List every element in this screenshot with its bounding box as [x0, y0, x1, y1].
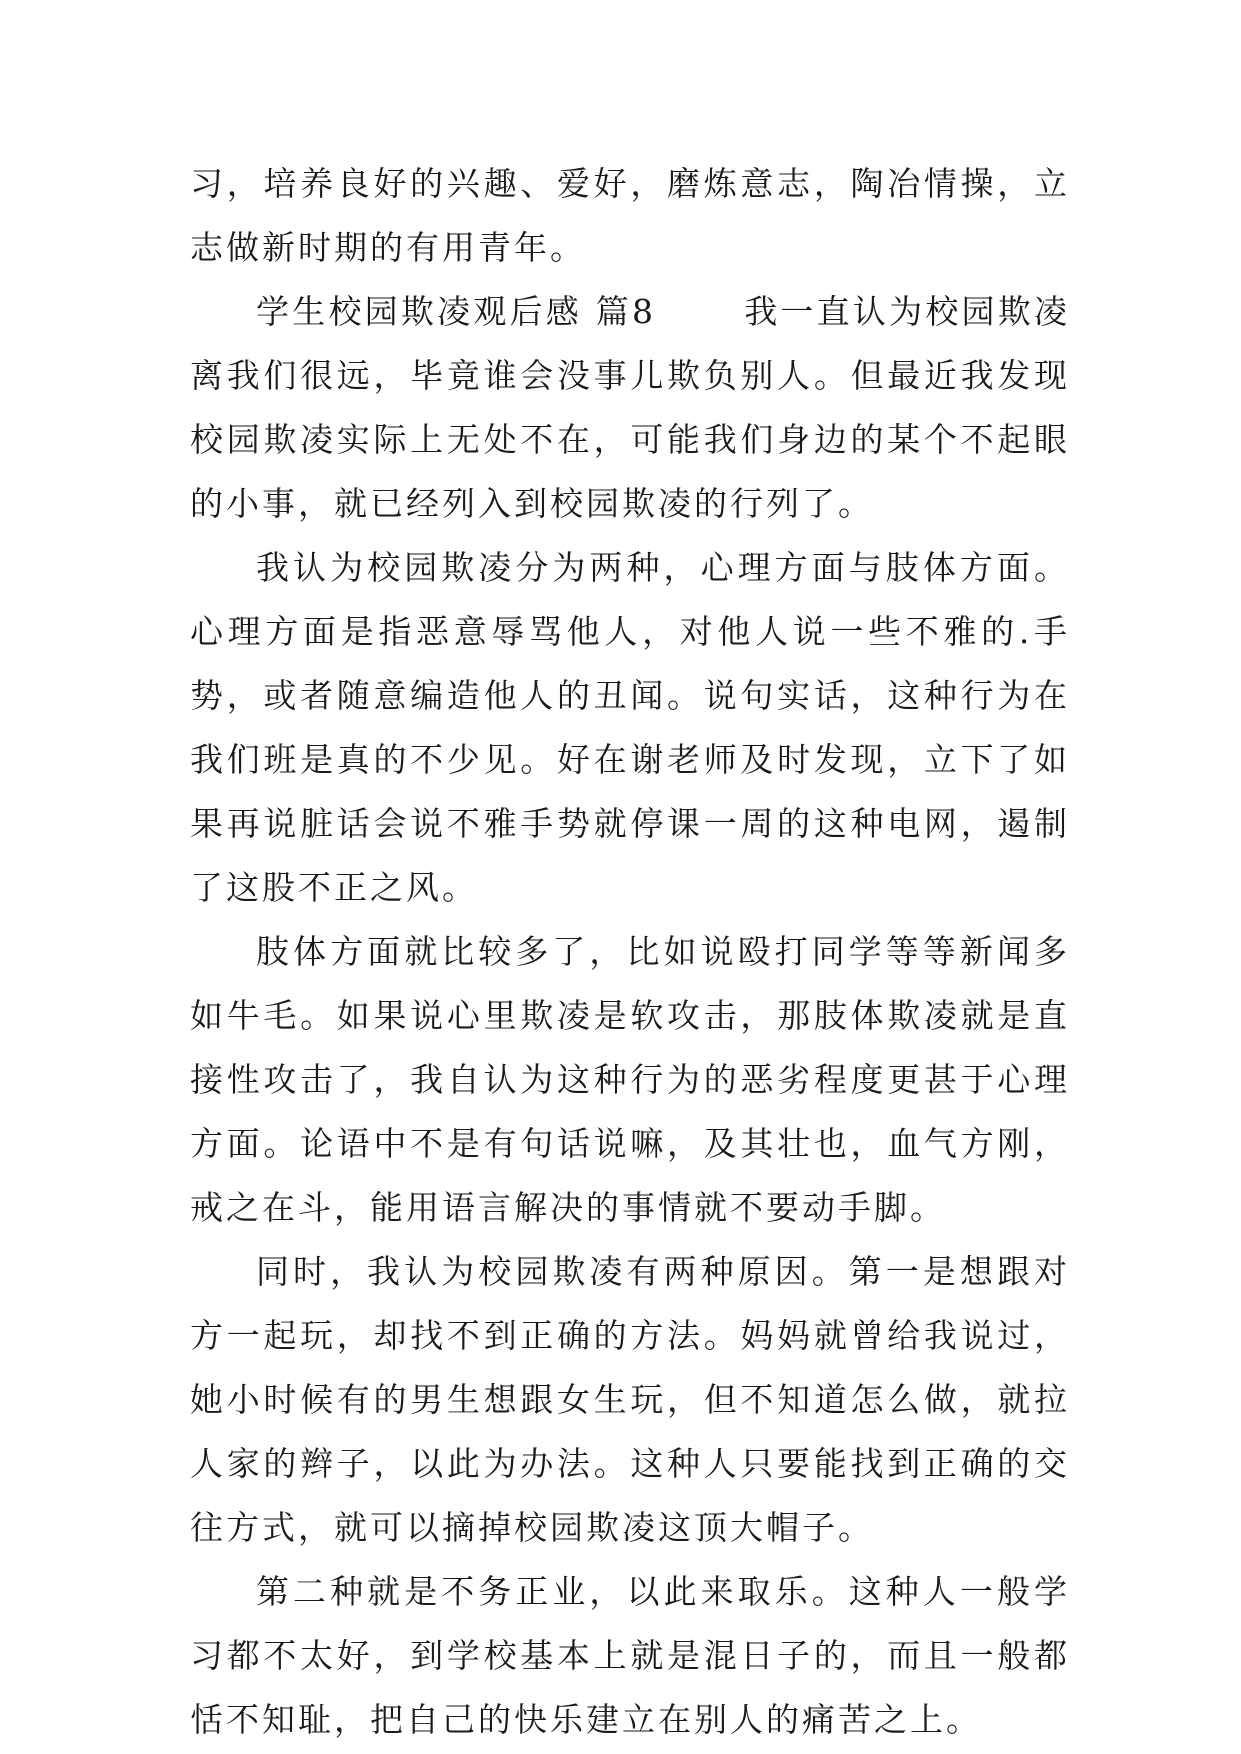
- document-body: [190, 152, 1070, 1752]
- paragraph-4: [190, 920, 1070, 1240]
- paragraph-text: 同时，我认为校园欺凌有两种原因。第一是想跟对方一起玩，却找不到正确的方法。妈妈就曾给我说过，她小时候有的男生想跟女生玩，但不知道怎么做，就拉人家的辫子，以此为办法。这种人只要能找到正确的交往方式，就可以摘掉校园欺凌这顶大帽子。: [190, 1252, 1070, 1547]
- paragraph-text: 肢体方面就比较多了，比如说殴打同学等等新闻多如牛毛。如果说心里欺凌是软攻击，那肢体欺凌就是直接性攻击了，我自认为这种行为的恶劣程度更甚于心理方面。论语中不是有句话说嘛，及其壮也，血气方刚，戒之在斗，能用语言解决的事情就不要动手脚。: [190, 932, 1070, 1227]
- paragraph-text: 我认为校园欺凌分为两种，心理方面与肢体方面。心理方面是指恶意辱骂他人，对他人说一些不雅的.手势，或者随意编造他人的丑闻。说句实话，这种行为在我们班是真的不少见。好在谢老师及时发现，立下了如果再说脏话会说不雅手势就停课一周的这种电网，遏制了这股不正之风。: [190, 548, 1070, 907]
- paragraph-text: 习，培养良好的兴趣、爱好，磨炼意志，陶冶情操，立志做新时期的有用青年。: [190, 164, 1070, 267]
- paragraph-text: 第二种就是不务正业，以此来取乐。这种人一般学习都不太好，到学校基本上就是混日子的，而且一般都恬不知耻，把自己的快乐建立在别人的痛苦之上。: [190, 1572, 1070, 1739]
- paragraph-5: [190, 1240, 1070, 1560]
- paragraph-2: [190, 280, 1070, 536]
- paragraph-6: [190, 1560, 1070, 1752]
- paragraph-3: [190, 536, 1070, 920]
- article-heading: 学生校园欺凌观后感 篇8: [256, 292, 656, 331]
- paragraph-text: 我一直认为校园欺凌离我们很远，毕竟谁会没事儿欺负别人。但最近我发现校园欺凌实际上无处不在，可能我们身边的某个不起眼的小事，就已经列入到校园欺凌的行列了。: [190, 292, 1070, 523]
- paragraph-1: [190, 152, 1070, 280]
